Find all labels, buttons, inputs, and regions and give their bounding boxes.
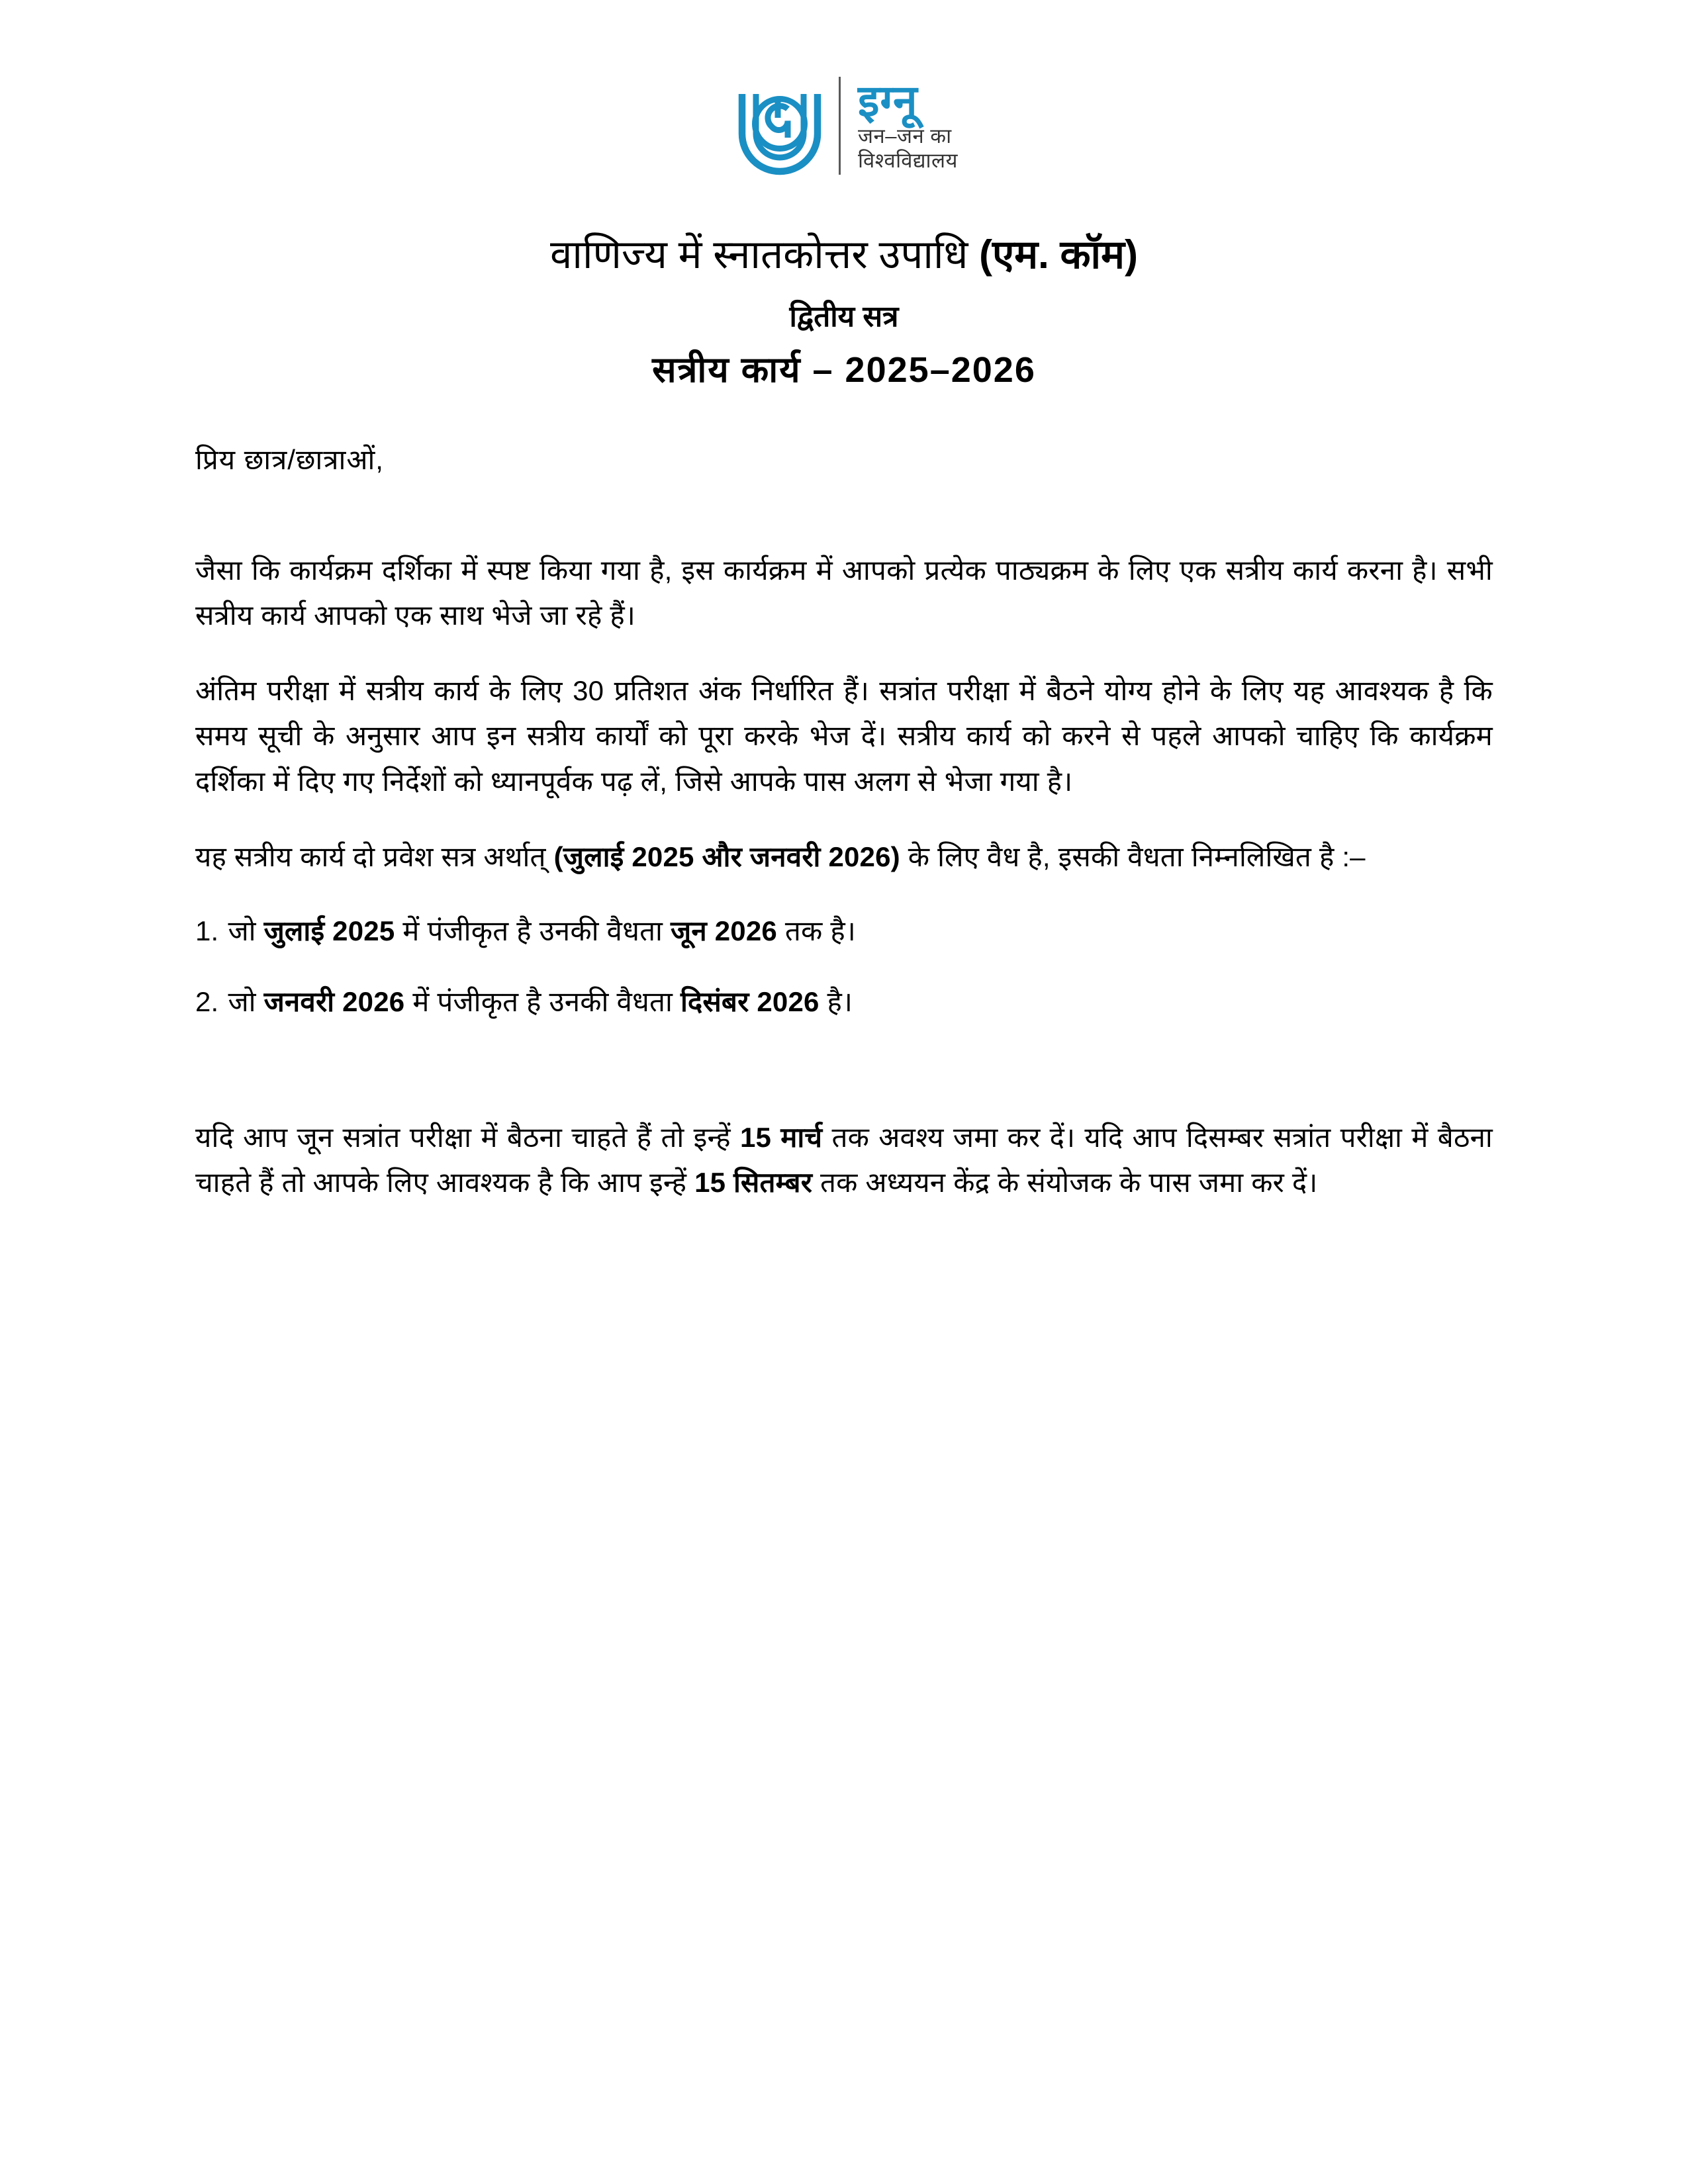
ignou-logo xyxy=(0,76,1688,175)
list-number-2: 2. xyxy=(195,985,219,1017)
paragraph-2: अंतिम परीक्षा में सत्रीय कार्य के लिए 30 प्रतिशत अंक निर्धारित हैं। सत्रांत परीक्षा में बैठने योग्य होने के लिए यह आवश्यक है कि समय सूची के अनुसार आप इन सत्रीय कार्यों को पूरा करके भेज दें। सत्रीय कार्य को करने से पहले आपको चाहिए कि कार्यक्रम दर्शिका में दिए गए निर्देशों को ध्यानपूर्वक पढ़ लें, जिसे आपके पास अलग से भेजा गया है। xyxy=(195,675,1493,797)
validity-list-item-1 xyxy=(195,909,1493,953)
list-item-2-session: जनवरी 2026 xyxy=(263,985,405,1017)
logo-wordmark xyxy=(850,75,958,173)
paragraph-4-submission-deadlines xyxy=(195,1115,1493,1205)
paragraph-4-part-b: तक अवश्य जमा कर दें। यदि आप दिसम्बर सत्रांत परीक्षा में बैठना चाहते हैं तो आपके लिए आवश्यक है कि आप इन्हें xyxy=(195,1121,1493,1198)
salutation: प्रिय छात्र/छात्राओं, xyxy=(195,444,384,475)
list-item-1-validity: जून 2026 xyxy=(671,915,777,946)
paragraph-3 xyxy=(195,835,1493,880)
spacer xyxy=(195,1024,1493,1115)
logo-divider xyxy=(839,77,841,175)
spacer xyxy=(195,477,1493,548)
deadline-december: 15 सितम्बर xyxy=(694,1166,813,1198)
paragraph-4-part-a: यदि आप जून सत्रांत परीक्षा में बैठना चाहते हैं तो इन्हें xyxy=(195,1121,740,1153)
list-item-2-part-c: है। xyxy=(819,985,853,1017)
deadline-june: 15 मार्च xyxy=(739,1121,823,1153)
list-item-2-validity: दिसंबर 2026 xyxy=(680,985,820,1017)
paragraph-1: जैसा कि कार्यक्रम दर्शिका में स्पष्ट किया गया है, इस कार्यक्रम में आपको प्रत्येक पाठ्यक्रम के लिए एक सत्रीय कार्य करना है। सभी सत्रीय कार्य आपको एक साथ भेजे जा रहे हैं। xyxy=(195,555,1493,631)
spacer xyxy=(195,880,1493,909)
document-body xyxy=(195,443,1493,1205)
paragraph-3-part-b: के लिए वैध है, इसकी वैधता निम्नलिखित है :– xyxy=(900,841,1366,872)
list-item-1-part-c: तक है। xyxy=(776,915,856,946)
paragraph-4-part-c: तक अध्ययन केंद्र के संयोजक के पास जमा कर दें। xyxy=(812,1166,1318,1198)
list-item-1-part-b: में पंजीकृत है उनकी वैधता xyxy=(395,915,671,946)
logo-tagline-line2: विश्वविद्यालय xyxy=(858,148,958,172)
page-title-programme xyxy=(0,233,1688,277)
ignou-emblem-svg xyxy=(730,76,829,175)
logo-brand-text: इग्नू xyxy=(858,75,918,125)
page-title-assignment-year: सत्रीय कार्य – 2025–2026 xyxy=(652,350,1036,390)
spacer xyxy=(195,953,1493,979)
page-title-semester: द्वितीय सत्र xyxy=(789,300,899,333)
list-item-1-part-a: जो xyxy=(228,915,264,946)
paragraph-3-sessions: (जुलाई 2025 और जनवरी 2026) xyxy=(553,841,900,872)
logo-tagline-line1: जन–जन का xyxy=(858,124,952,148)
list-item-2-part-b: में पंजीकृत है उनकी वैधता xyxy=(404,985,680,1017)
spacer xyxy=(195,638,1493,668)
page-title-programme-name: वाणिज्य में स्नातकोत्तर उपाधि xyxy=(550,232,980,277)
ignou-emblem-icon xyxy=(730,76,829,175)
list-item-2-part-a: जो xyxy=(228,985,264,1017)
validity-list-item-2 xyxy=(195,979,1493,1024)
list-item-1-session: जुलाई 2025 xyxy=(263,915,395,946)
paragraph-3-part-a: यह सत्रीय कार्य दो प्रवेश सत्र अर्थात् xyxy=(195,841,554,872)
logo-inner xyxy=(730,76,958,175)
list-number-1: 1. xyxy=(195,915,219,946)
spacer xyxy=(195,804,1493,835)
page-title-programme-code: (एम. कॉम) xyxy=(979,232,1138,277)
